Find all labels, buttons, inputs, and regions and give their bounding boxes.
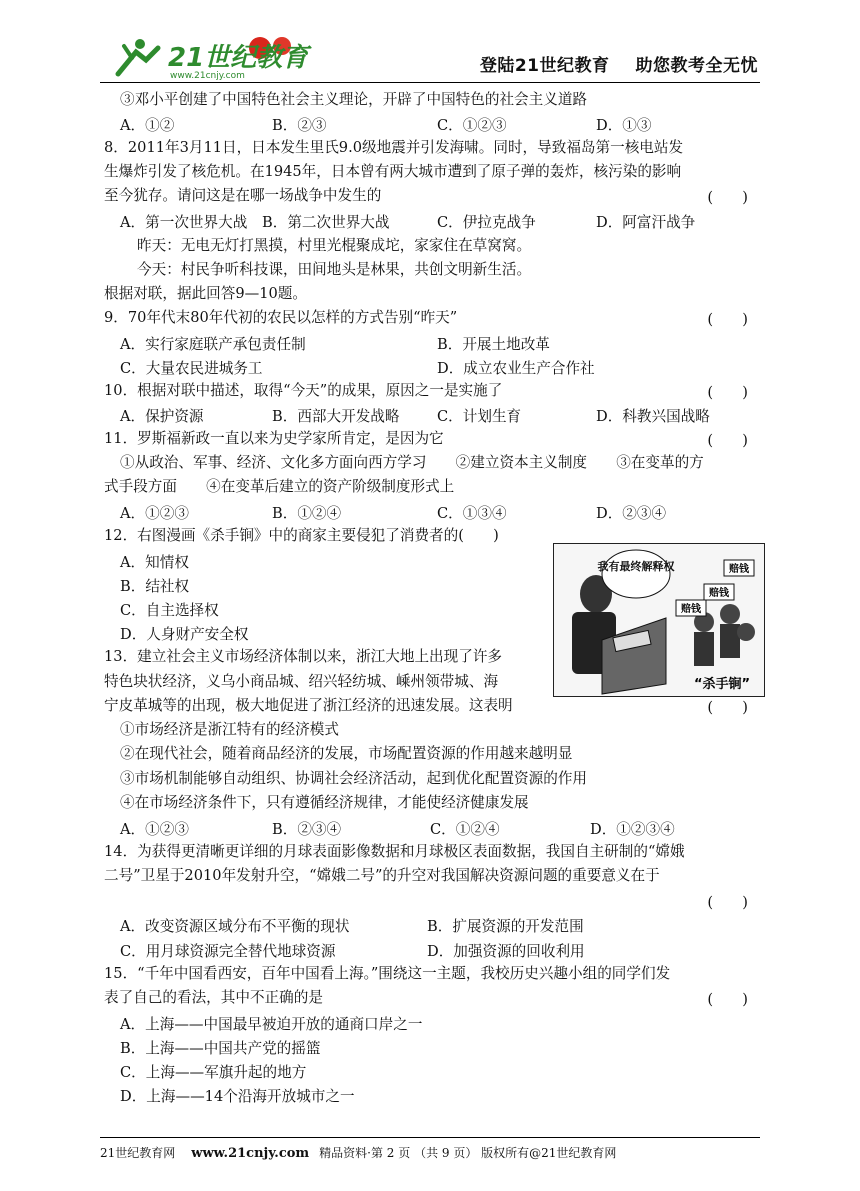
q11-items-line1: ①从政治、军事、经济、文化多方面向西方学习 ②建立资本主义制度 ③在变革的方 [120,454,704,471]
q9-option-a: A．实行家庭联产承包责任制 [120,336,306,353]
q13-option-c: C．①②④ [430,821,500,838]
q11-option-b: B．①②④ [272,505,342,522]
q10-answer-paren: ( ) [707,384,748,401]
q8-option-c: C．伊拉克战争 [437,214,536,231]
logo-url: www.21cnjy.com [170,71,245,80]
footer-info: 精品资料·第 2 页 （共 9 页） 版权所有@21世纪教育网 [319,1146,617,1160]
q14-option-d: D．加强资源的回收利用 [427,943,585,960]
speech-text: 我有最终解释权 [597,560,675,573]
customer-body-2 [720,624,740,658]
footer-url-link[interactable]: www.21cnjy.com [191,1146,310,1161]
q10-stem: 10．根据对联中描述，取得“今天”的成果，原因之一是实施了 [104,382,503,399]
q11-answer-paren: ( ) [707,432,748,449]
couplet-today: 今天：村民争听科技课，田间地头是林果，共创文明新生活。 [137,261,532,278]
speech-bubble [602,550,670,598]
q11-option-c: C．①③④ [437,505,507,522]
slogan-right: 助您教考全无忧 [635,56,758,76]
footer-site: 21世纪教育网 [100,1146,176,1160]
slogan-left: 登陆21世纪教育 [479,56,610,76]
q14-line2: 二号”卫星于2010年发射升空，“嫦娥二号”的升空对我国解决资源问题的重要意义在于 [104,867,660,884]
q11-stem: 11．罗斯福新政一直以来为史学家所肯定，是因为它 [104,430,444,447]
page-footer [100,1137,760,1161]
q7-option-b: B．②③ [272,117,327,134]
q8-option-a: A．第一次世界大战 [120,214,248,231]
q8-option-d: D．阿富汗战争 [596,214,696,231]
q11-option-d: D．②③④ [596,505,667,522]
q12-option-a: A．知情权 [120,554,189,571]
q12-option-c: C．自主选择权 [120,602,219,619]
q12-stem: 12．右图漫画《杀手锏》中的商家主要侵犯了消费者的( ) [104,527,499,544]
q9-answer-paren: ( ) [707,311,748,328]
q14-option-c: C．用月球资源完全替代地球资源 [120,943,336,960]
q15-option-a: A．上海——中国最早被迫开放的通商口岸之一 [120,1016,423,1033]
q14-option-a: A．改变资源区域分布不平衡的现状 [120,918,350,935]
site-logo [110,34,320,80]
q13-option-b: B．②③④ [272,821,342,838]
q13-item1: ①市场经济是浙江特有的经济模式 [120,721,339,738]
q15-option-d: D．上海——14个沿海开放城市之一 [120,1088,355,1105]
couplet-yesterday: 昨天：无电无灯打黑摸，村里光棍聚成坨，家家住在草窝窝。 [137,237,532,254]
q12-option-b: B．结社权 [120,578,190,595]
customer-head-2 [720,604,740,624]
q13-option-d: D．①②③④ [590,821,675,838]
cartoon-drawing [554,544,764,696]
q7-option-d: D．①③ [596,117,652,134]
q8-line1: 8．2011年3月11日，日本发生里氏9.0级地震并引发海啸。同时，导致福岛第一核电站发 [104,139,684,156]
q13-line2: 特色块状经济，义乌小商品城、绍兴轻纺城、嵊州领带城、海 [104,673,499,690]
q14-answer-paren: ( ) [707,894,748,911]
q7-option-c: C．①②③ [437,117,507,134]
q13-line3: 宁皮革城等的出现，极大地促进了浙江经济的迅速发展。这表明 [104,697,513,714]
q11-items-line2: 式手段方面 ④在变革后建立的资产阶级制度形式上 [104,478,455,495]
q9-stem: 9．70年代末80年代初的农民以怎样的方式告别“昨天” [104,309,458,326]
q13-item2: ②在现代社会，随着商品经济的发展，市场配置资源的作用越来越明显 [120,745,573,762]
sign-3-text: 赔钱 [681,604,701,615]
cartoon-caption: “杀手锏” [693,677,751,692]
customer-head-3 [737,623,755,641]
q7-option-a: A．①② [120,117,175,134]
q9-option-d: D．成立农业生产合作社 [437,360,595,377]
q15-option-c: C．上海——军旗升起的地方 [120,1064,307,1081]
q7-item3: ③邓小平创建了中国特色社会主义理论，开辟了中国特色的社会主义道路 [120,91,588,108]
q15-option-b: B．上海——中国共产党的摇篮 [120,1040,321,1057]
q13-line1: 13．建立社会主义市场经济体制以来，浙江大地上出现了许多 [104,648,503,665]
q9-option-b: B．开展土地改革 [437,336,550,353]
sign-2-text: 赔钱 [709,588,729,599]
q10-option-a: A．保护资源 [120,408,204,425]
sign-1-text: 赔钱 [729,564,749,575]
q15-answer-paren: ( ) [707,991,748,1008]
q14-option-b: B．扩展资源的开发范围 [427,918,584,935]
q13-item4: ④在市场经济条件下，只有遵循经济规律，才能使经济健康发展 [120,794,529,811]
q14-line1: 14．为获得更清晰更详细的月球表面影像数据和月球极区表面数据，我国自主研制的“嫦娥 [104,843,685,860]
q9-option-c: C．大量农民进城务工 [120,360,263,377]
logo-text: 21世纪教育 [168,43,309,73]
q15-line2: 表了自己的看法，其中不正确的是 [104,989,323,1006]
q13-item3: ③市场机制能够自动组织、协调社会经济活动，起到优化配置资源的作用 [120,770,588,787]
q8-line2: 生爆炸引发了核危机。在1945年，日本曾有两大城市遭到了原子弹的轰炸，核污染的影响 [104,163,682,180]
q13-answer-paren: ( ) [707,699,748,716]
q10-option-b: B．西部大开发战略 [272,408,400,425]
q11-option-a: A．①②③ [120,505,189,522]
couplet-intro: 根据对联，据此回答9—10题。 [104,285,307,302]
q8-line3: 至今犹存。请问这是在哪一场战争中发生的 [104,187,382,204]
customer-body-1 [694,632,714,666]
q13-option-a: A．①②③ [120,821,189,838]
q8-answer-paren: ( ) [707,189,748,206]
page-header [100,30,760,83]
cartoon-illustration [553,543,765,697]
header-slogan [480,51,758,76]
q10-option-c: C．计划生育 [437,408,522,425]
q12-option-d: D．人身财产安全权 [120,626,249,643]
q15-line1: 15．“千年中国看西安，百年中国看上海。”围绕这一主题，我校历史兴趣小组的同学们发 [104,965,671,982]
q10-option-d: D．科教兴国战略 [596,408,710,425]
q8-option-b: B．第二次世界大战 [262,214,390,231]
